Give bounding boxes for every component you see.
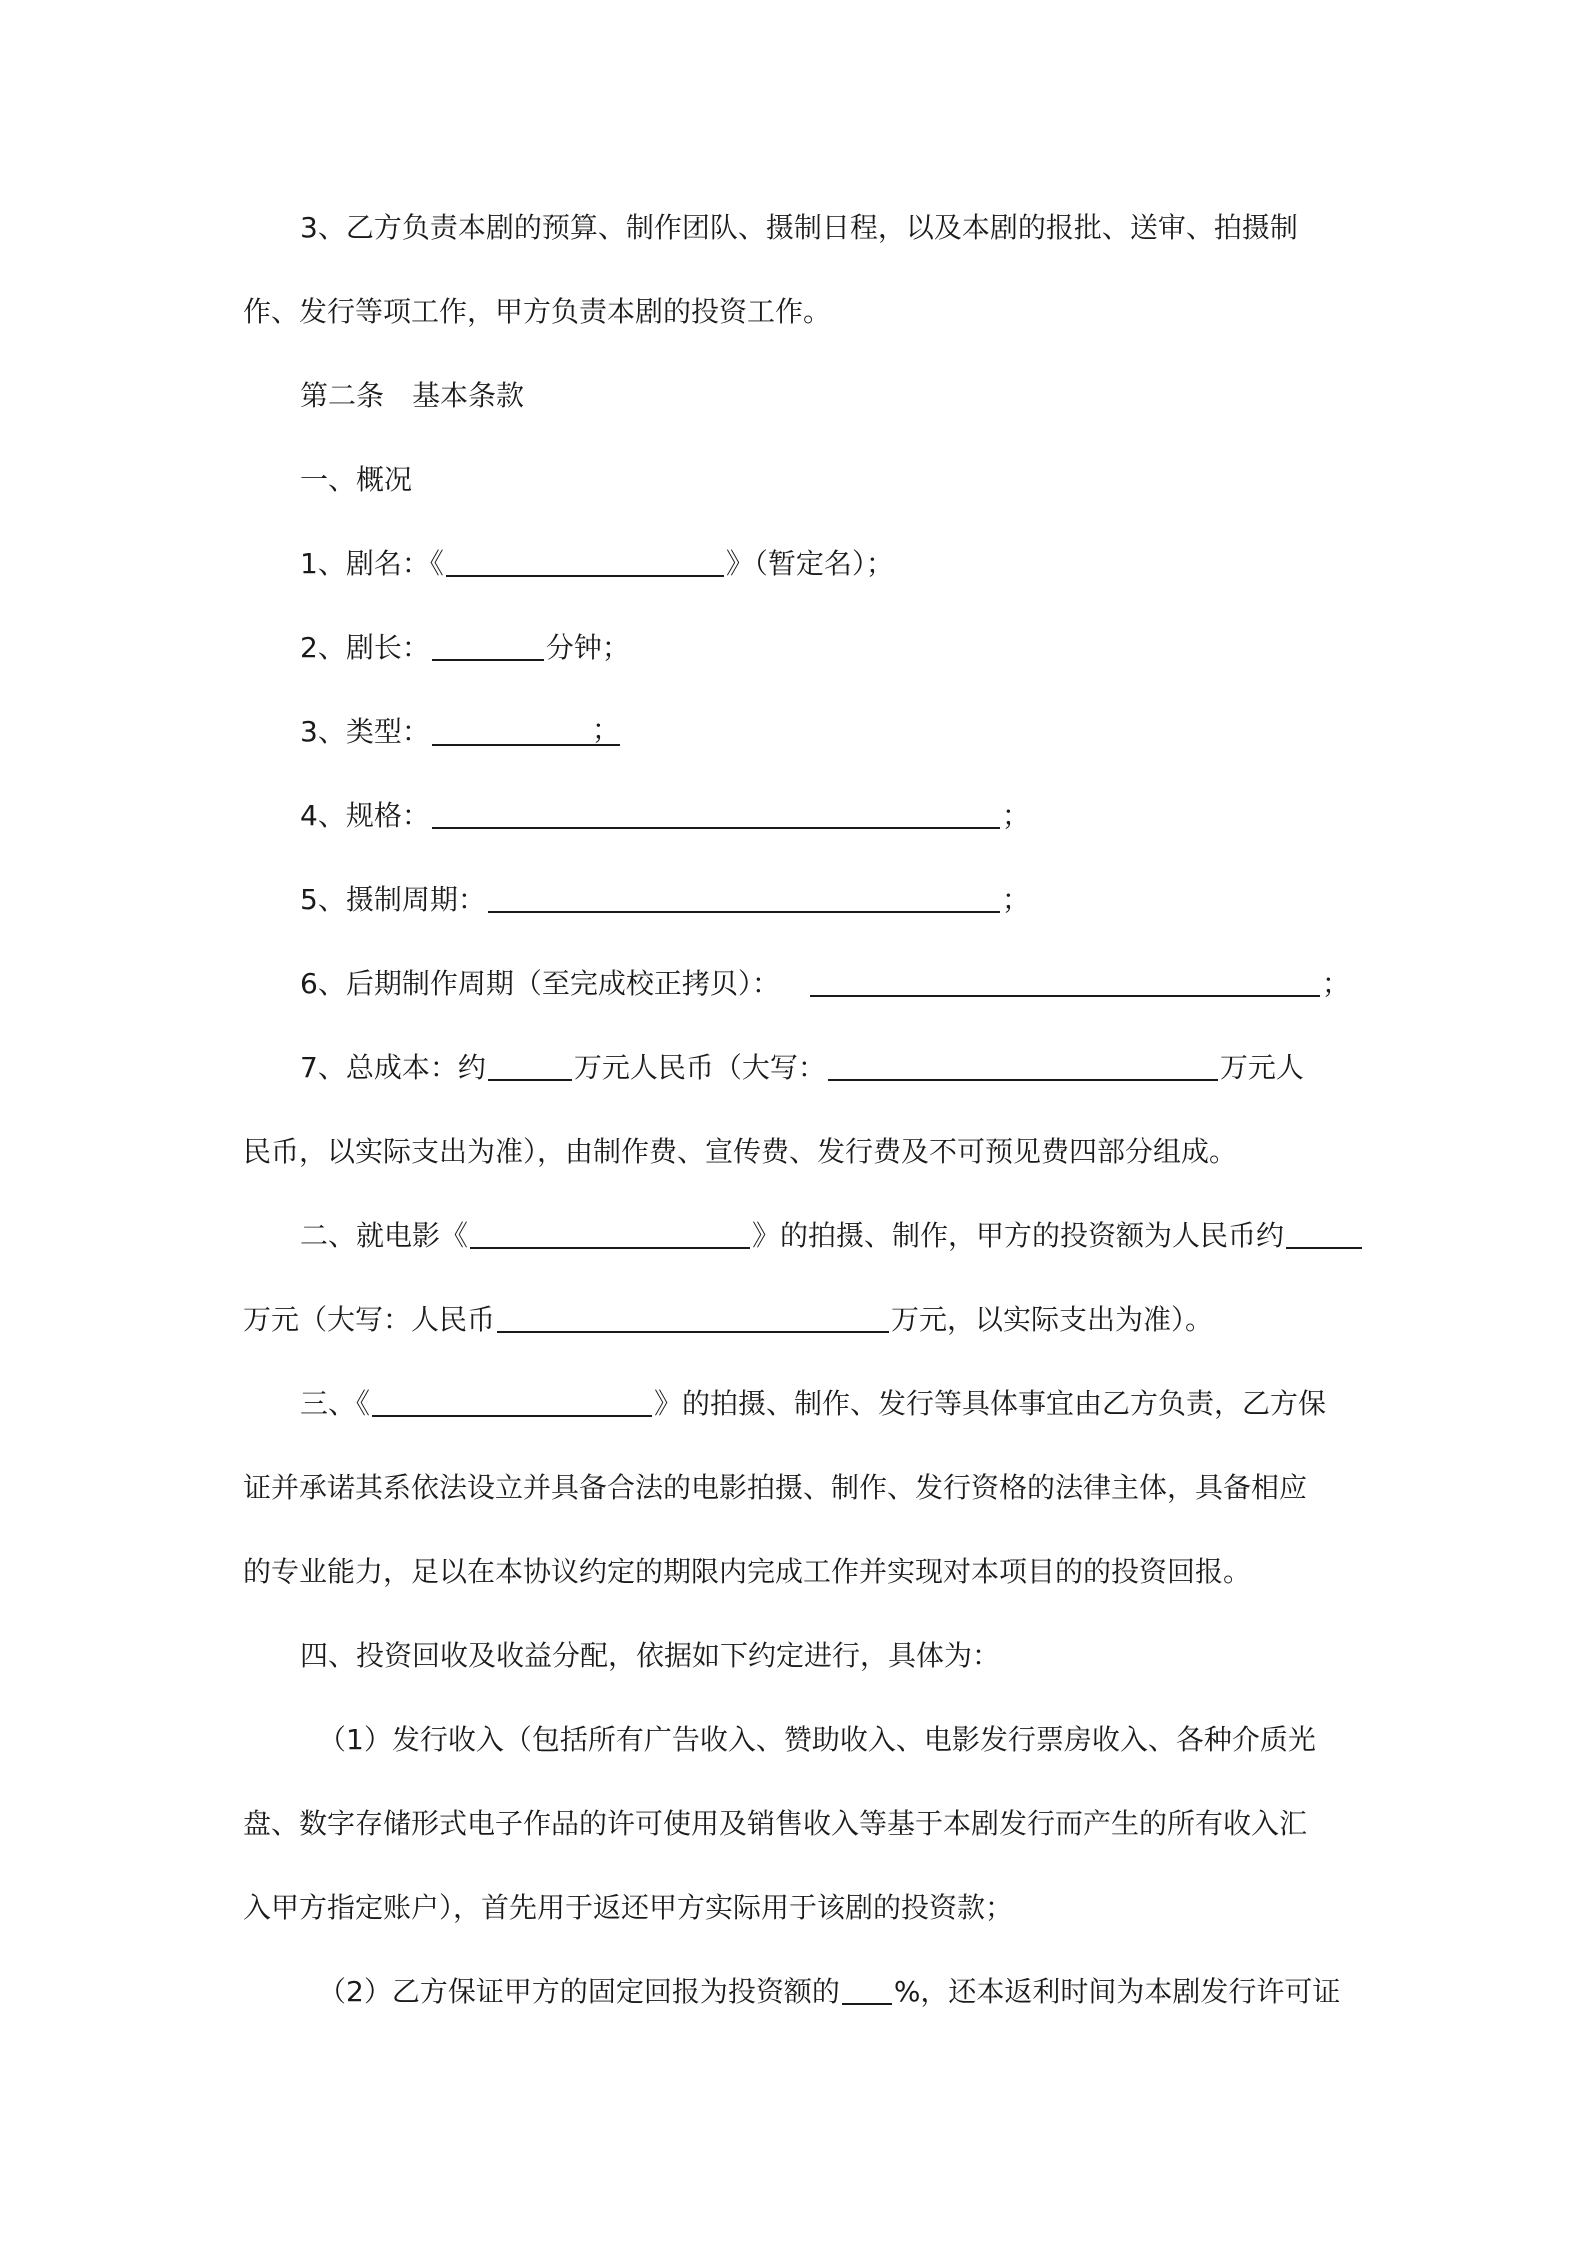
item-2-label: 2、剧长：	[300, 631, 430, 664]
clause-1-line-1: （1）发行收入（包括所有广告收入、赞助收入、电影发行票房收入、各种介质光	[318, 1723, 1316, 1756]
paragraph-3-line-2: 作、发行等项工作，甲方负责本剧的投资工作。	[243, 295, 832, 328]
clause-1-line-2: 盘、数字存储形式电子作品的许可使用及销售收入等基于本剧发行而产生的所有收入汇	[243, 1807, 1308, 1840]
item-3-label: 3、类型：	[300, 715, 430, 748]
section-2-label: 二、就电影《	[300, 1219, 469, 1252]
investment-capital-blank[interactable]	[497, 1303, 889, 1333]
section-3-line-3: 的专业能力，足以在本协议约定的期限内完成工作并实现对本项目的的投资回报。	[243, 1555, 1252, 1588]
section-2-suffix: 万元，以实际支出为准）。	[891, 1303, 1214, 1336]
section-1-heading: 一、概况	[300, 463, 413, 496]
item-6-suffix: ；	[1321, 967, 1350, 1000]
item-1-title	[300, 544, 894, 584]
item-1-label: 1、剧名：《	[300, 547, 444, 580]
title-blank[interactable]	[446, 547, 724, 577]
section-3-line-1	[300, 1384, 1326, 1424]
item-7-label: 7、总成本：约	[300, 1051, 486, 1084]
cost-amount-blank[interactable]	[488, 1051, 572, 1081]
item-3-suffix: ；	[591, 713, 620, 746]
length-blank[interactable]	[432, 631, 544, 661]
item-3-genre	[300, 712, 622, 752]
item-4-label: 4、规格：	[300, 799, 430, 832]
item-2-suffix: 分钟；	[545, 631, 630, 664]
section-3-line-2: 证并承诺其系依法设立并具备合法的电影拍摄、制作、发行资格的法律主体，具备相应	[243, 1471, 1308, 1504]
investment-amount-blank[interactable]	[1286, 1219, 1362, 1249]
item-5-shooting-period	[300, 880, 1030, 920]
section-2-line-2	[243, 1300, 1213, 1340]
clause-2-line-1	[318, 1972, 1340, 2012]
post-production-blank[interactable]	[810, 967, 1320, 997]
item-6-post-production	[300, 964, 1350, 1004]
item-4-spec	[300, 796, 1030, 836]
clause-2-label: （2）乙方保证甲方的固定回报为投资额的	[318, 1975, 840, 2008]
film-title-blank[interactable]	[470, 1219, 750, 1249]
genre-blank[interactable]	[432, 713, 620, 746]
paragraph-3-line-1: 3、乙方负责本剧的预算、制作团队、摄制日程，以及本剧的报批、送审、拍摄制	[300, 211, 1298, 244]
clause-2-text: %，还本返利时间为本剧发行许可证	[893, 1975, 1341, 2008]
item-1-suffix: 》（暂定名）；	[725, 547, 894, 580]
item-4-suffix: ；	[1001, 799, 1030, 832]
section-3-label: 三、《	[300, 1387, 371, 1420]
shooting-period-blank[interactable]	[488, 883, 1000, 913]
clause-1-line-3: 入甲方指定账户），首先用于返还甲方实际用于该剧的投资款；	[243, 1891, 1014, 1924]
film-title-blank-2[interactable]	[372, 1387, 652, 1417]
item-5-suffix: ；	[1001, 883, 1030, 916]
section-2-line-1	[300, 1216, 1364, 1256]
item-7-line-2: 民币，以实际支出为准），由制作费、宣传费、发行费及不可预见费四部分组成。	[243, 1135, 1238, 1168]
spec-blank[interactable]	[432, 799, 1000, 829]
section-2-capital-label: 万元（大写：人民币	[243, 1303, 496, 1336]
cost-capital-blank[interactable]	[828, 1051, 1218, 1081]
item-7-currency: 万元人民币（大写：	[573, 1051, 826, 1084]
item-5-label: 5、摄制周期：	[300, 883, 486, 916]
return-rate-blank[interactable]	[842, 1975, 892, 2005]
item-7-total-cost	[300, 1048, 1304, 1088]
section-2-text: 》的拍摄、制作，甲方的投资额为人民币约	[752, 1219, 1285, 1252]
item-2-length	[300, 628, 630, 668]
section-3-text: 》的拍摄、制作、发行等具体事宜由乙方负责，乙方保	[654, 1387, 1327, 1420]
article-2-heading: 第二条 基本条款	[300, 379, 525, 412]
section-4-heading: 四、投资回收及收益分配，依据如下约定进行，具体为：	[300, 1639, 1001, 1672]
item-7-suffix: 万元人	[1219, 1051, 1304, 1084]
item-6-label: 6、后期制作周期（至完成校正拷贝）：	[300, 967, 780, 1000]
